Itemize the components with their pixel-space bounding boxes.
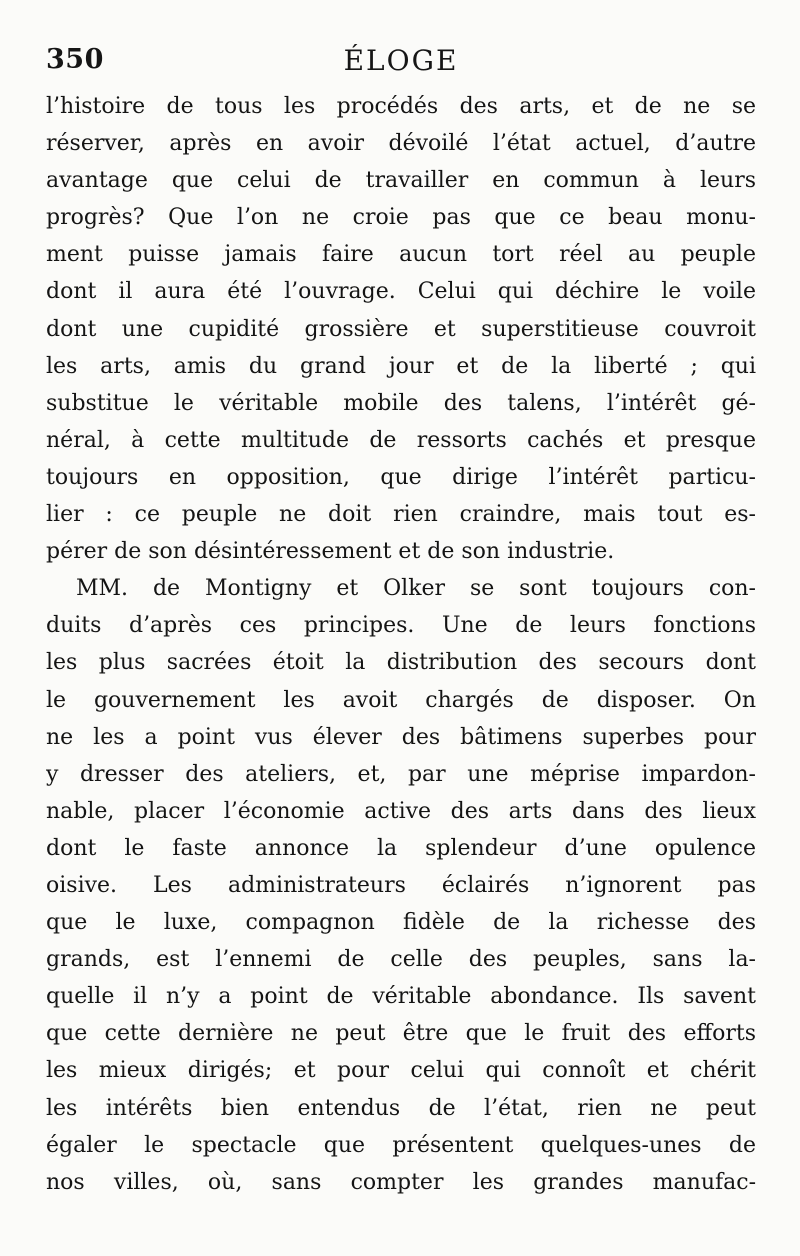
running-title: ÉLOGE bbox=[343, 44, 459, 77]
text-line: MM. de Montigny et Olker se sont toujours con- bbox=[76, 576, 756, 602]
text-line: réserver, après en avoir dévoilé l’état actuel, d’autre bbox=[46, 131, 756, 157]
text-line: toujours en opposition, que dirige l’intérêt particu- bbox=[46, 464, 756, 490]
text-line: duits d’après ces principes. Une de leurs fonctions bbox=[46, 613, 756, 639]
text-line: dont le faste annonce la splendeur d’une opulence bbox=[46, 835, 756, 861]
text-line: pérer de son désintéressement et de son industrie. bbox=[46, 539, 615, 565]
text-line: nable, placer l’économie active des arts dans des lieux bbox=[46, 798, 756, 824]
text-line: ne les a point vus élever des bâtimens superbes pour bbox=[46, 724, 756, 750]
body-text bbox=[46, 88, 756, 1201]
page-number: 350 bbox=[46, 44, 104, 75]
text-line: quelle il n’y a point de véritable abondance. Ils savent bbox=[46, 984, 756, 1010]
text-line: le gouvernement les avoit chargés de disposer. On bbox=[46, 687, 756, 713]
text-line: les mieux dirigés; et pour celui qui connoît et chérit bbox=[46, 1058, 756, 1084]
text-line: avantage que celui de travailler en commun à leurs bbox=[46, 168, 756, 194]
text-line: l’histoire de tous les procédés des arts, et de ne se bbox=[46, 94, 756, 119]
text-line: égaler le spectacle que présentent quelques-unes de bbox=[46, 1132, 756, 1158]
text-line: que cette dernière ne peut être que le fruit des efforts bbox=[46, 1021, 756, 1047]
text-line: ment puisse jamais faire aucun tort réel au peuple bbox=[46, 242, 756, 268]
text-line: substitue le véritable mobile des talens, l’intérêt gé- bbox=[46, 390, 756, 416]
text-line: les intérêts bien entendus de l’état, rien ne peut bbox=[46, 1095, 756, 1121]
text-line: progrès? Que l’on ne croie pas que ce beau monu- bbox=[46, 205, 756, 231]
text-line: nos villes, où, sans compter les grandes manufac- bbox=[46, 1169, 756, 1195]
page-header bbox=[46, 44, 756, 84]
text-line: néral, à cette multitude de ressorts cachés et presque bbox=[46, 427, 756, 453]
text-line: les arts, amis du grand jour et de la liberté ; qui bbox=[46, 353, 756, 379]
text-line: dont il aura été l’ouvrage. Celui qui déchire le voile bbox=[46, 279, 756, 305]
text-line: grands, est l’ennemi de celle des peuples, sans la- bbox=[46, 947, 756, 973]
text-line: que le luxe, compagnon fidèle de la richesse des bbox=[46, 910, 756, 936]
text-line: y dresser des ateliers, et, par une méprise impardon- bbox=[46, 761, 756, 787]
text-line: oisive. Les administrateurs éclairés n’ignorent pas bbox=[46, 872, 756, 898]
text-line: lier : ce peuple ne doit rien craindre, mais tout es- bbox=[46, 502, 756, 528]
text-line: dont une cupidité grossière et superstitieuse couvroit bbox=[46, 316, 756, 342]
text-line: les plus sacrées étoit la distribution des secours dont bbox=[46, 650, 756, 676]
